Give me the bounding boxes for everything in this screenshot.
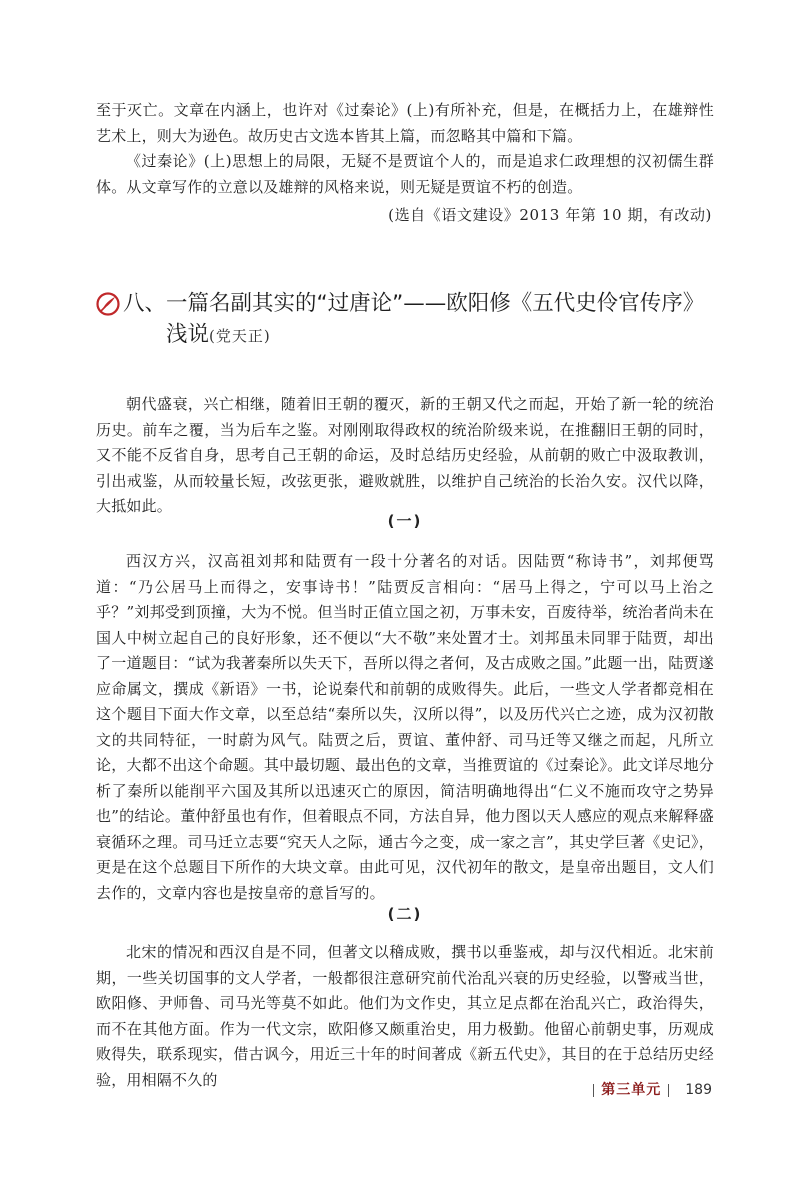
section-heading-1: (一) [387,512,423,530]
page-number: 189 [685,1082,712,1098]
paragraph-text: 朝代盛衰，兴亡相继，随着旧王朝的覆灭，新的王朝又代之而起，开始了新一轮的统治历史。前车之覆，当为后车之鉴。对刚刚取得政权的统治阶级来说，在推翻旧王朝的同时，又不能不反省自身，思考自己王朝的命运，及时总结历史经验，从前朝的败亡中汲取教训，引出戒鉴，从而较量长短，改弦更张，避败就胜，以维护自己统治的长治久安。汉代以降，大抵如此。 [96,395,714,515]
unit-label: 第三单元 [601,1082,662,1098]
section-heading-2: (二) [387,905,423,923]
source-citation: (选自《语文建设》2013 年第 10 期，有改动) [388,206,712,224]
title-line-2 [166,320,271,351]
article-paragraph-1 [96,392,714,520]
intro-continuation [96,98,714,200]
page-footer [586,1080,712,1100]
article-author: (党天正) [209,327,271,345]
paragraph-text: 北宋的情况和西汉自是不同，但著文以稽成败，撰书以垂鉴戒，却与汉代相近。北宋前期，一些关切国事的文人学者，一般都很注意研究前代治乱兴衰的历史经验，以警戒当世，欧阳修、尹师鲁、司马光等莫不如此。他们为文作史，其立足点都在治乱兴亡，政治得失，而不在其他方面。作为一代文宗，欧阳修又颇重治史，用力极勤。他留心前朝史事，历观成败得失，联系现实，借古讽今，用近三十年的时间著成《新五代史》，其目的在于总结历史经验，用相隔不久的 [96,943,714,1089]
intro-paragraph-1: 至于灭亡。文章在内涵上，也许对《过秦论》(上)有所补充，但是，在概括力上，在雄辩性艺术上，则大为逊色。故历史古文选本皆其上篇，而忽略其中篇和下篇。 [96,101,714,145]
paragraph-text: 西汉方兴，汉高祖刘邦和陆贾有一段十分著名的对话。因陆贾“称诗书”，刘邦便骂道：“乃公居马上而得之，安事诗书！”陆贾反言相向：“居马上得之，宁可以马上治之乎？”刘邦受到顶撞，大为不悦。但当时正值立国之初，万事未安，百废待举，统治者尚未在国人中树立起自己的良好形象，还不便以“大不敬”来处置才士。刘邦虽未同罪于陆贾，却出了一道题目：“试为我著秦所以失天下，吾所以得之者何，及古成败之国。”此题一出，陆贾遂应命属文，撰成《新语》一书，论说秦代和前朝的成败得失。此后，一些文人学者都竞相在这个题目下面大作文章，以至总结“秦所以失，汉所以得”，以及历代兴亡之迹，成为汉初散文的共同特征，一时蔚为风气。陆贾之后，贾谊、董仲舒、司马迁等又继之而起，凡所立论，大都不出这个命题。其中最切题、最出色的文章，当推贾谊的《过秦论》。此文详尽地分析了秦所以能削平六国及其所以迅速灭亡的原因，简洁明确地得出“仁义不施而攻守之势异也”的结论。董仲舒虽也有作，但着眼点不同，方法自异，他力图以天人感应的观点来解释盛衰循环之理。司马迁立志要“究天人之际，通古今之变，成一家之言”，其史学巨著《史记》，更是在这个总题目下所作的大块文章。由此可见，汉代初年的散文，是皇帝出题目，文人们去作的，文章内容也是按皇帝的意旨写的。 [96,552,714,902]
quill-pen-icon [96,292,120,316]
intro-paragraph-2: 《过秦论》(上)思想上的局限，无疑不是贾谊个人的，而是追求仁政理想的汉初儒生群体。从文章写作的立意以及雄辩的风格来说，则无疑是贾谊不朽的创造。 [96,152,714,196]
title-line-1: 八、一篇名副其实的“过唐论”——欧阳修《五代史伶官传序》 [123,291,705,316]
footer-divider-left [593,1084,594,1097]
article-paragraph-3 [96,940,714,1093]
article-paragraph-2 [96,549,714,906]
footer-divider-right [668,1084,669,1097]
title-line-2-text: 浅说 [166,322,210,347]
